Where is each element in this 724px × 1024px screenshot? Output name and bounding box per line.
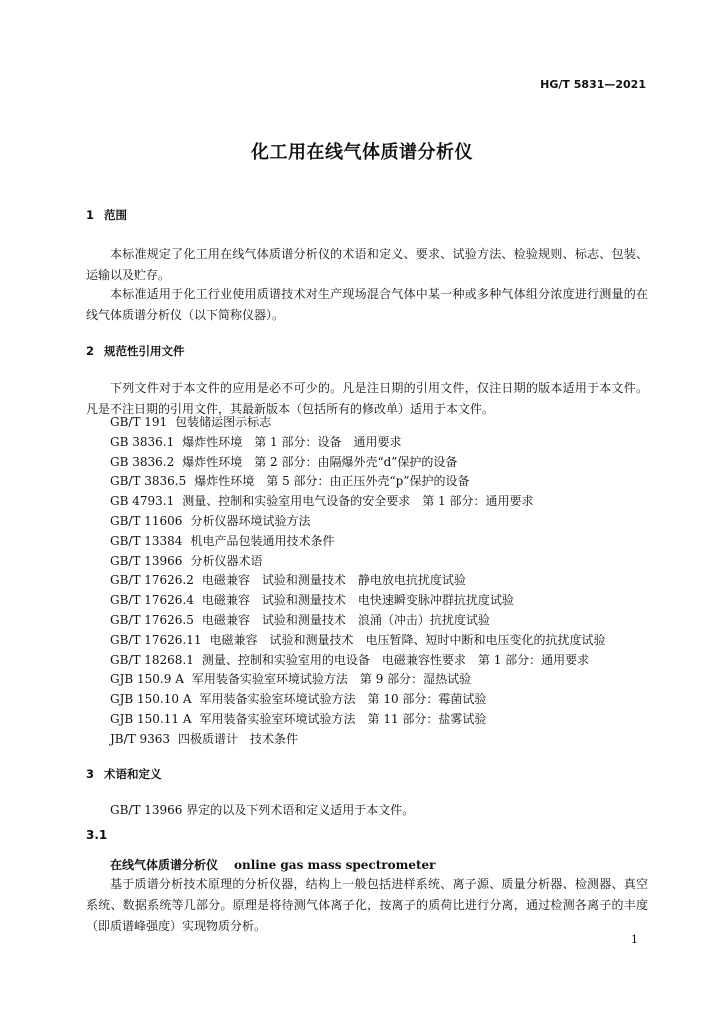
reference-title: 测量、控制和实验室用的电设备 电磁兼容性要求 第 1 部分：通用要求 <box>201 652 590 667</box>
section-1-paragraph-2: 本标准适用于化工行业使用质谱技术对生产现场混合气体中某一种或多种气体组分浓度进行测量的在线气体质谱分析仪（以下简称仪器）。 <box>86 287 648 322</box>
reference-code: GB/T 13966 <box>110 553 183 568</box>
reference-title: 测量、控制和实验室用电气设备的安全要求 第 1 部分：通用要求 <box>182 494 534 509</box>
reference-item <box>110 492 606 512</box>
reference-code: GB/T 11606 <box>110 513 183 528</box>
reference-title: 电磁兼容 试验和测量技术 浪涌（冲击）抗扰度试验 <box>201 612 490 627</box>
reference-item <box>110 730 606 750</box>
reference-title: 分析仪器术语 <box>190 553 263 568</box>
reference-title: 四极质谱计 技术条件 <box>178 731 299 746</box>
page-title: 化工用在线气体质谱分析仪 <box>251 142 473 163</box>
reference-code: GB/T 3836.5 <box>110 474 187 489</box>
reference-item <box>110 532 606 552</box>
section-3-heading <box>86 766 162 782</box>
section-number: 1 <box>86 208 95 222</box>
reference-title: 电磁兼容 试验和测量技术 电快速瞬变脉冲群抗扰度试验 <box>201 593 514 608</box>
reference-item <box>110 571 606 591</box>
reference-title: 分析仪器环境试验方法 <box>190 513 311 528</box>
document-code: HG/T 5831—2021 <box>540 78 646 91</box>
reference-title: 爆炸性环境 第 5 部分：由正压外壳“p”保护的设备 <box>194 474 470 489</box>
reference-item <box>110 512 606 532</box>
reference-code: GB/T 17626.11 <box>110 632 202 647</box>
section-title: 规范性引用文件 <box>104 344 185 358</box>
reference-title: 军用装备实验室环境试验方法 第 9 部分：湿热试验 <box>191 672 472 687</box>
reference-code: GB/T 13384 <box>110 533 183 548</box>
reference-item <box>110 611 606 631</box>
reference-code: GJB 150.9 A <box>110 672 184 687</box>
page-number: 1 <box>631 933 638 946</box>
term-definition: 基于质谱分析技术原理的分析仪器，结构上一般包括进样系统、离子源、质量分析器、检测器、真空系统、数据系统等几部分。原理是将待测气体离子化，按离子的质荷比进行分离，通过检测各离子的丰度（即质谱峰强度）实现物质分析。 <box>86 877 648 933</box>
reference-item <box>110 631 606 651</box>
reference-item <box>110 690 606 710</box>
reference-item <box>110 591 606 611</box>
reference-code: GB 3836.2 <box>110 454 175 469</box>
reference-code: GB 4793.1 <box>110 494 175 509</box>
section-title: 范围 <box>104 208 127 222</box>
reference-item <box>110 710 606 730</box>
reference-code: GJB 150.11 A <box>110 711 192 726</box>
term-name-cn: 在线气体质谱分析仪 <box>110 858 219 872</box>
reference-item <box>110 670 606 690</box>
reference-title: 电磁兼容 试验和测量技术 静电放电抗扰度试验 <box>201 573 466 588</box>
term-name-en: online gas mass spectrometer <box>234 858 436 872</box>
reference-list <box>110 413 606 750</box>
reference-code: GJB 150.10 A <box>110 692 192 707</box>
reference-title: 军用装备实验室环境试验方法 第 10 部分：霉菌试验 <box>199 692 487 707</box>
section-2-intro: 下列文件对于本文件的应用是必不可少的。凡是注日期的引用文件，仅注日期的版本适用于本文件。凡是不注日期的引用文件，其最新版本（包括所有的修改单）适用于本文件。 <box>86 381 648 416</box>
reference-item <box>110 433 606 453</box>
reference-title: 机电产品包装通用技术条件 <box>190 533 335 548</box>
section-title: 术语和定义 <box>104 767 162 781</box>
reference-code: GB/T 191 <box>110 415 168 429</box>
reference-title: 爆炸性环境 第 1 部分：设备 通用要求 <box>182 434 402 449</box>
reference-code: GB 3836.1 <box>110 434 175 449</box>
section-1-heading <box>86 207 127 223</box>
reference-title: 军用装备实验室环境试验方法 第 11 部分：盐雾试验 <box>199 711 487 726</box>
term-name <box>110 856 435 873</box>
section-2-heading <box>86 343 185 359</box>
reference-item <box>110 552 606 572</box>
reference-title: 电磁兼容 试验和测量技术 电压暂降、短时中断和电压变化的抗扰度试验 <box>209 632 606 647</box>
reference-code: GB/T 17626.5 <box>110 612 194 627</box>
reference-code: GB/T 18268.1 <box>110 652 194 667</box>
reference-item <box>110 413 606 433</box>
reference-item <box>110 651 606 671</box>
reference-item <box>110 472 606 492</box>
section-number: 3 <box>86 767 95 781</box>
reference-item <box>110 453 606 473</box>
term-number: 3.1 <box>86 828 108 842</box>
reference-title: 爆炸性环境 第 2 部分：由隔爆外壳“d”保护的设备 <box>182 454 458 469</box>
reference-code: JB/T 9363 <box>110 731 171 746</box>
section-3-intro: GB/T 13966 界定的以及下列术语和定义适用于本文件。 <box>110 803 415 817</box>
section-1-paragraph-1: 本标准规定了化工用在线气体质谱分析仪的术语和定义、要求、试验方法、检验规则、标志、包装、运输以及贮存。 <box>86 247 648 282</box>
reference-title: 包装储运图示标志 <box>175 415 272 429</box>
reference-code: GB/T 17626.4 <box>110 593 194 608</box>
reference-code: GB/T 17626.2 <box>110 573 194 588</box>
section-number: 2 <box>86 344 95 358</box>
